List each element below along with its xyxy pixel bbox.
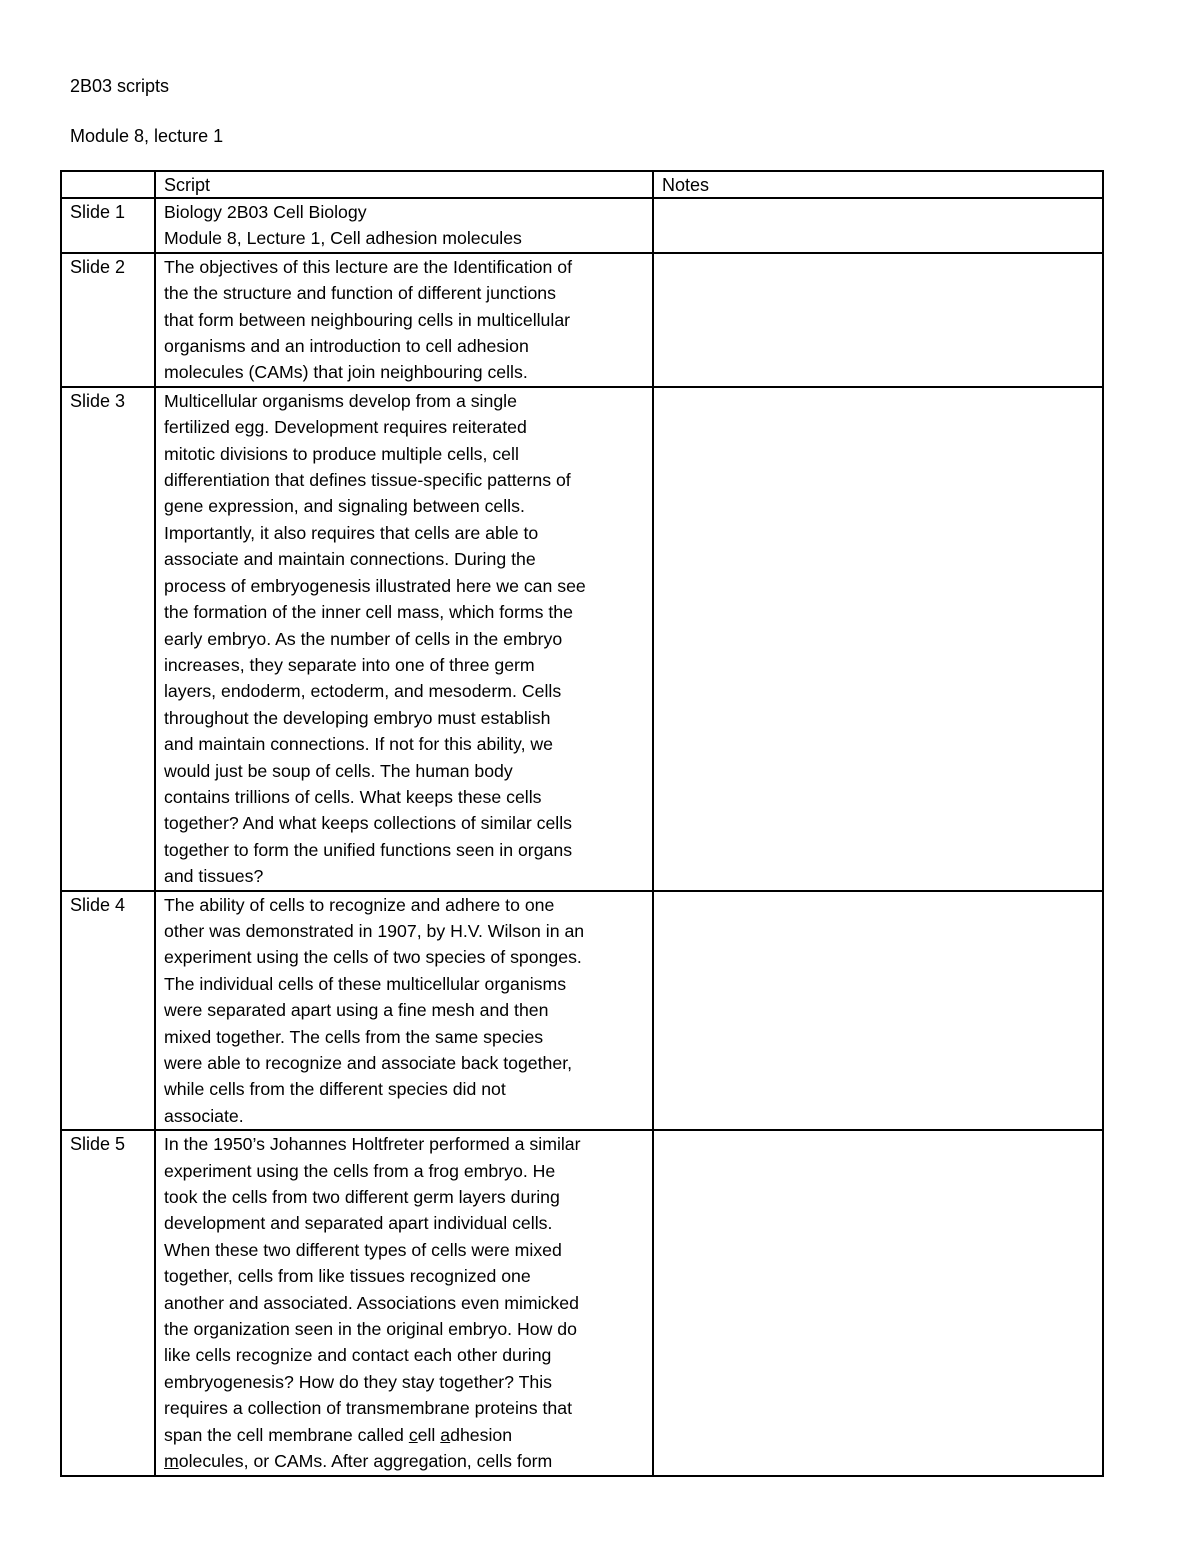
notes-cell (653, 1130, 1103, 1475)
script-line: molecules (CAMs) that join neighbouring cells. (164, 362, 528, 383)
script-line: mitotic divisions to produce multiple cells, cell (164, 443, 519, 464)
script-line: would just be soup of cells. The human body (164, 760, 513, 781)
script-line: embryogenesis? How do they stay together? This (164, 1371, 553, 1392)
table-row (61, 387, 1103, 891)
script-line: mixed together. The cells from the same species (164, 1026, 544, 1047)
script-line: organisms and an introduction to cell adhesion (164, 336, 529, 357)
script-line: The objectives of this lecture are the Identification of (164, 256, 573, 277)
slide-label: Slide 4 (61, 891, 155, 1131)
script-line: When these two different types of cells were mixed (164, 1239, 562, 1260)
script-line: associate. (164, 1105, 244, 1126)
script-line: Module 8, Lecture 1, Cell adhesion molecules (164, 228, 522, 249)
script-line: The ability of cells to recognize and adhere to one (164, 894, 555, 915)
underlined-letter: a (440, 1424, 451, 1445)
script-cell (155, 253, 653, 387)
script-cell (155, 387, 653, 891)
script-text-segment: span the cell membrane called (164, 1424, 409, 1445)
script-line: and tissues? (164, 866, 264, 887)
script-line: and maintain connections. If not for this ability, we (164, 734, 554, 755)
table-row (61, 1130, 1103, 1475)
script-line: throughout the developing embryo must establish (164, 707, 551, 728)
script-cell (155, 891, 653, 1131)
script-line: Importantly, it also requires that cells are able to (164, 522, 539, 543)
script-line: early embryo. As the number of cells in the embryo (164, 628, 563, 649)
script-line: process of embryogenesis illustrated here we can see (164, 575, 586, 596)
notes-cell (653, 253, 1103, 387)
script-line (164, 1448, 644, 1474)
script-line: took the cells from two different germ layers during (164, 1187, 560, 1208)
slide-label: Slide 2 (61, 253, 155, 387)
script-line: other was demonstrated in 1907, by H.V. Wilson in an (164, 920, 585, 941)
script-line: Biology 2B03 Cell Biology (164, 202, 367, 222)
script-line: together, cells from like tissues recognized one (164, 1266, 531, 1287)
notes-cell (653, 387, 1103, 891)
script-text-segment: dhesion (450, 1424, 513, 1445)
script-line: experiment using the cells from a frog embryo. He (164, 1160, 556, 1181)
script-line: the the structure and function of different junctions (164, 283, 556, 304)
table-row (61, 198, 1103, 253)
script-line: the formation of the inner cell mass, which forms the (164, 602, 573, 623)
table-row (61, 253, 1103, 387)
script-table (60, 170, 1104, 1477)
notes-cell (653, 891, 1103, 1131)
script-line: In the 1950’s Johannes Holtfreter performed a similar (164, 1134, 581, 1155)
slide-label: Slide 3 (61, 387, 155, 891)
slide-label: Slide 5 (61, 1130, 155, 1475)
notes-cell (653, 198, 1103, 253)
script-line: Multicellular organisms develop from a single (164, 390, 517, 411)
script-line: increases, they separate into one of three germ (164, 654, 535, 675)
script-line (164, 1422, 644, 1448)
document-title: 2B03 scripts (70, 76, 170, 96)
slide-label: Slide 1 (61, 198, 155, 253)
document-subtitle: Module 8, lecture 1 (70, 126, 224, 146)
script-line: differentiation that defines tissue-specific patterns of (164, 470, 571, 491)
script-line: together? And what keeps collections of similar cells (164, 813, 573, 834)
script-line: were separated apart using a fine mesh and then (164, 1000, 549, 1021)
script-text-segment: ell (417, 1424, 441, 1445)
script-text-segment: olecules, or CAMs. After aggregation, cells form (178, 1451, 553, 1472)
script-line: gene expression, and signaling between cells. (164, 496, 525, 517)
table-header-row (61, 171, 1103, 198)
script-line: together to form the unified functions seen in organs (164, 839, 573, 860)
underlined-letter: m (164, 1451, 179, 1472)
script-line: while cells from the different species did not (164, 1079, 506, 1100)
script-line: like cells recognize and contact each other during (164, 1345, 552, 1366)
table-row (61, 891, 1103, 1131)
script-line: that form between neighbouring cells in multicellular (164, 309, 571, 330)
header-notes: Notes (653, 171, 1103, 198)
script-line: requires a collection of transmembrane proteins that (164, 1398, 573, 1419)
script-cell (155, 198, 653, 253)
script-line: fertilized egg. Development requires reiterated (164, 417, 527, 438)
script-line: development and separated apart individual cells. (164, 1213, 553, 1234)
script-line: the organization seen in the original embryo. How do (164, 1319, 577, 1340)
header-script: Script (155, 171, 653, 198)
script-line: experiment using the cells of two species of sponges. (164, 947, 582, 968)
script-line: another and associated. Associations even mimicked (164, 1292, 579, 1313)
script-cell (155, 1130, 653, 1475)
script-line: The individual cells of these multicellular organisms (164, 973, 567, 994)
script-line: associate and maintain connections. During the (164, 549, 536, 570)
script-line: contains trillions of cells. What keeps these cells (164, 786, 542, 807)
header-slide (61, 171, 155, 198)
script-line: were able to recognize and associate back together, (164, 1053, 573, 1073)
script-line: layers, endoderm, ectoderm, and mesoderm. Cells (164, 681, 562, 702)
underlined-letter: c (408, 1424, 418, 1445)
